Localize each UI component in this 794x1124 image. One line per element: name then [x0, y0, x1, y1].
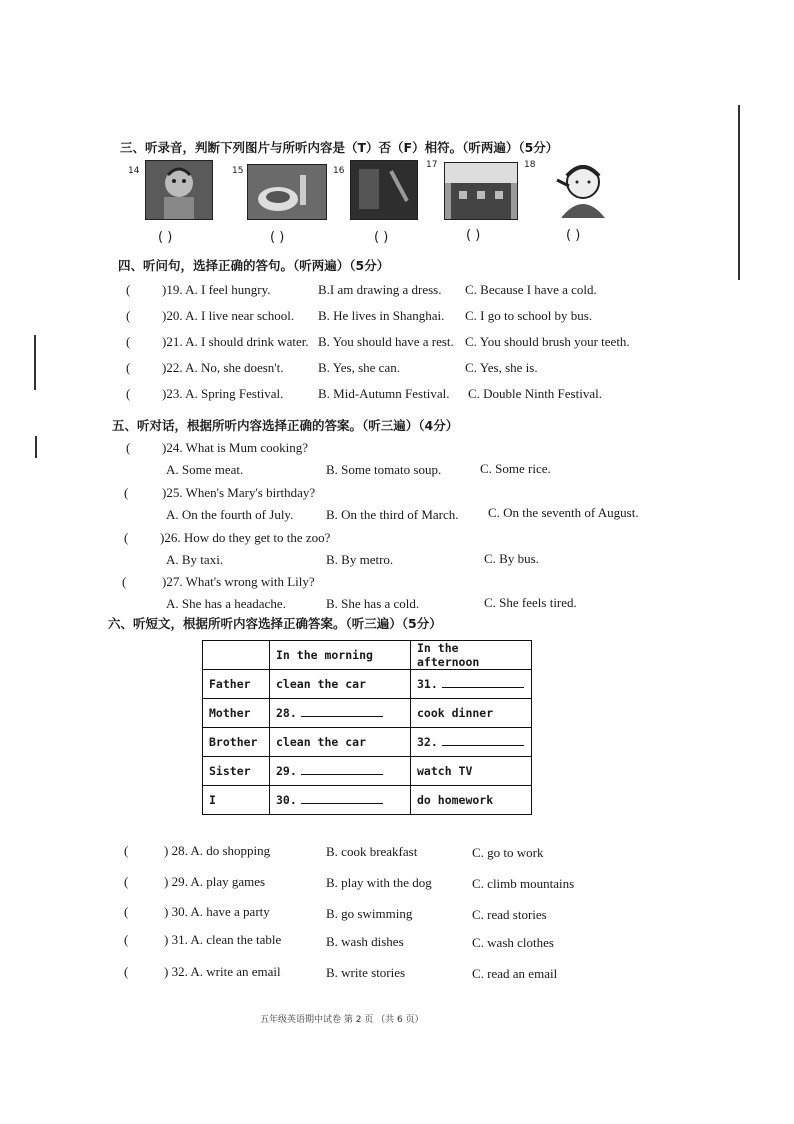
question-28: ) 28. A. do shopping	[164, 843, 271, 858]
option-b: B. He lives in Shanghai.	[318, 308, 445, 323]
answer-paren[interactable]: (	[126, 308, 131, 323]
option-b: B. Yes, she can.	[318, 360, 400, 375]
page-footer: 五年级英语期中试卷 第 2 页 （共 6 页）	[260, 1015, 424, 1025]
option-c: C. read stories	[472, 907, 547, 922]
option-c: C. Some rice.	[480, 461, 551, 476]
option-a: A. She has a headache.	[166, 596, 286, 611]
answer-paren[interactable]: (	[124, 843, 129, 858]
option-b: B. write stories	[326, 965, 406, 980]
section-4-title: 四、听问句，选择正确的答句。（听两遍）（5分）	[118, 258, 390, 273]
option-b: B. She has a cold.	[326, 596, 420, 611]
pic-number: 15	[232, 166, 244, 176]
blank-number: 28.	[276, 706, 297, 720]
option-b: B.I am drawing a dress.	[318, 282, 442, 297]
question-27: )27. What's wrong with Lily?	[162, 574, 315, 589]
answer-paren[interactable]: ( )	[158, 230, 173, 245]
option-b: B. Some tomato soup.	[326, 462, 442, 477]
blank-number: 31.	[417, 677, 438, 691]
option-b: B. Mid-Autumn Festival.	[318, 386, 450, 401]
sick-person-picture	[145, 160, 213, 220]
option-b: B. On the third of March.	[326, 507, 459, 522]
option-c: C. She feels tired.	[484, 595, 577, 610]
fill-blank[interactable]	[442, 735, 524, 746]
fill-blank[interactable]	[301, 706, 383, 717]
scan-edge-line	[738, 105, 740, 280]
option-c: C. Yes, she is.	[465, 360, 538, 375]
question-26: )26. How do they get to the zoo?	[160, 530, 331, 545]
table-row	[203, 699, 532, 728]
scan-edge-line	[34, 335, 36, 390]
table-cell: Mother	[203, 699, 270, 728]
option-b: B. play with the dog	[326, 875, 432, 890]
answer-paren[interactable]: (	[124, 932, 129, 947]
dark-scene-picture	[350, 160, 418, 220]
option-c: C. climb mountains	[472, 876, 575, 891]
answer-paren[interactable]: ( )	[566, 228, 581, 243]
question-30: ) 30. A. have a party	[164, 904, 270, 919]
option-c: C. Because I have a cold.	[465, 282, 597, 297]
option-b: B. By metro.	[326, 552, 394, 567]
pic-number: 18	[524, 160, 536, 170]
option-c: C. By bus.	[484, 551, 539, 566]
answer-paren[interactable]: (	[126, 386, 131, 401]
table-cell: Sister	[203, 757, 270, 786]
table-cell: cook dinner	[411, 699, 532, 728]
blank-number: 32.	[417, 735, 438, 749]
option-b: B. go swimming	[326, 906, 413, 921]
section-5-title: 五、听对话，根据所听内容选择正确的答案。（听三遍）（4分）	[112, 418, 459, 433]
question-21: )21. A. I should drink water.	[162, 334, 309, 349]
table-header	[203, 641, 270, 670]
table-header: In the morning	[270, 641, 411, 670]
answer-paren[interactable]: ( )	[270, 230, 285, 245]
question-22: )22. A. No, she doesn't.	[162, 360, 284, 375]
option-c: C. You should brush your teeth.	[465, 334, 630, 349]
table-cell: Brother	[203, 728, 270, 757]
answer-paren[interactable]: (	[126, 440, 131, 455]
building-picture	[444, 162, 518, 220]
fill-blank[interactable]	[442, 677, 524, 688]
option-a: A. Some meat.	[166, 462, 244, 477]
option-b: B. cook breakfast	[326, 844, 418, 859]
pic-number: 14	[128, 166, 140, 176]
answer-paren[interactable]: (	[124, 530, 129, 545]
answer-paren[interactable]: (	[124, 485, 129, 500]
answer-paren[interactable]: (	[124, 964, 129, 979]
answer-paren[interactable]: (	[124, 904, 129, 919]
section-3-title: 三、听录音，判断下列图片与所听内容是（T）否（F）相符。（听两遍）（5分）	[120, 140, 559, 155]
table-cell: Father	[203, 670, 270, 699]
table-row	[203, 757, 532, 786]
option-c: C. go to work	[472, 845, 544, 860]
pic-number: 17	[426, 160, 438, 170]
table-cell: watch TV	[411, 757, 532, 786]
table-header-row	[203, 641, 532, 670]
table-row	[203, 670, 532, 699]
option-c: C. I go to school by bus.	[465, 308, 593, 323]
question-32: ) 32. A. write an email	[164, 964, 281, 979]
question-24: )24. What is Mum cooking?	[162, 440, 308, 455]
fill-blank[interactable]	[301, 793, 383, 804]
table-cell[interactable]	[270, 699, 411, 728]
food-plate-picture	[247, 164, 327, 220]
option-c: C. On the seventh of August.	[488, 505, 639, 520]
table-cell[interactable]	[411, 670, 532, 699]
table-row	[203, 728, 532, 757]
table-row	[203, 786, 532, 815]
table-cell: do homework	[411, 786, 532, 815]
blank-number: 29.	[276, 764, 297, 778]
option-c: C. wash clothes	[472, 935, 554, 950]
option-a: A. By taxi.	[166, 552, 224, 567]
question-23: )23. A. Spring Festival.	[162, 386, 284, 401]
pic-number: 16	[333, 166, 345, 176]
option-c: C. Double Ninth Festival.	[468, 386, 602, 401]
table-cell[interactable]	[270, 757, 411, 786]
answer-paren[interactable]: (	[122, 574, 127, 589]
answer-paren[interactable]: (	[126, 360, 131, 375]
option-b: B. wash dishes	[326, 934, 404, 949]
option-c: C. read an email	[472, 966, 558, 981]
question-20: )20. A. I live near school.	[162, 308, 295, 323]
answer-paren[interactable]: (	[126, 282, 131, 297]
question-29: ) 29. A. play games	[164, 874, 266, 889]
option-b: B. You should have a rest.	[318, 334, 454, 349]
table-cell: clean the car	[270, 670, 411, 699]
answer-paren[interactable]: ( )	[466, 228, 481, 243]
table-cell[interactable]	[411, 728, 532, 757]
question-31: ) 31. A. clean the table	[164, 932, 282, 947]
table-cell[interactable]	[270, 786, 411, 815]
option-a: A. On the fourth of July.	[166, 507, 294, 522]
table-cell: clean the car	[270, 728, 411, 757]
child-picture	[547, 160, 617, 220]
question-25: )25. When's Mary's birthday?	[162, 485, 316, 500]
scan-edge-line	[35, 436, 37, 458]
fill-blank[interactable]	[301, 764, 383, 775]
schedule-table	[202, 640, 532, 815]
answer-paren[interactable]: (	[126, 334, 131, 349]
answer-paren[interactable]: (	[124, 874, 129, 889]
answer-paren[interactable]: ( )	[374, 230, 389, 245]
table-header: In the afternoon	[411, 641, 532, 670]
question-19: )19. A. I feel hungry.	[162, 282, 271, 297]
blank-number: 30.	[276, 793, 297, 807]
section-6-title: 六、听短文，根据所听内容选择正确答案。（听三遍）（5分）	[108, 616, 442, 631]
table-cell: I	[203, 786, 270, 815]
